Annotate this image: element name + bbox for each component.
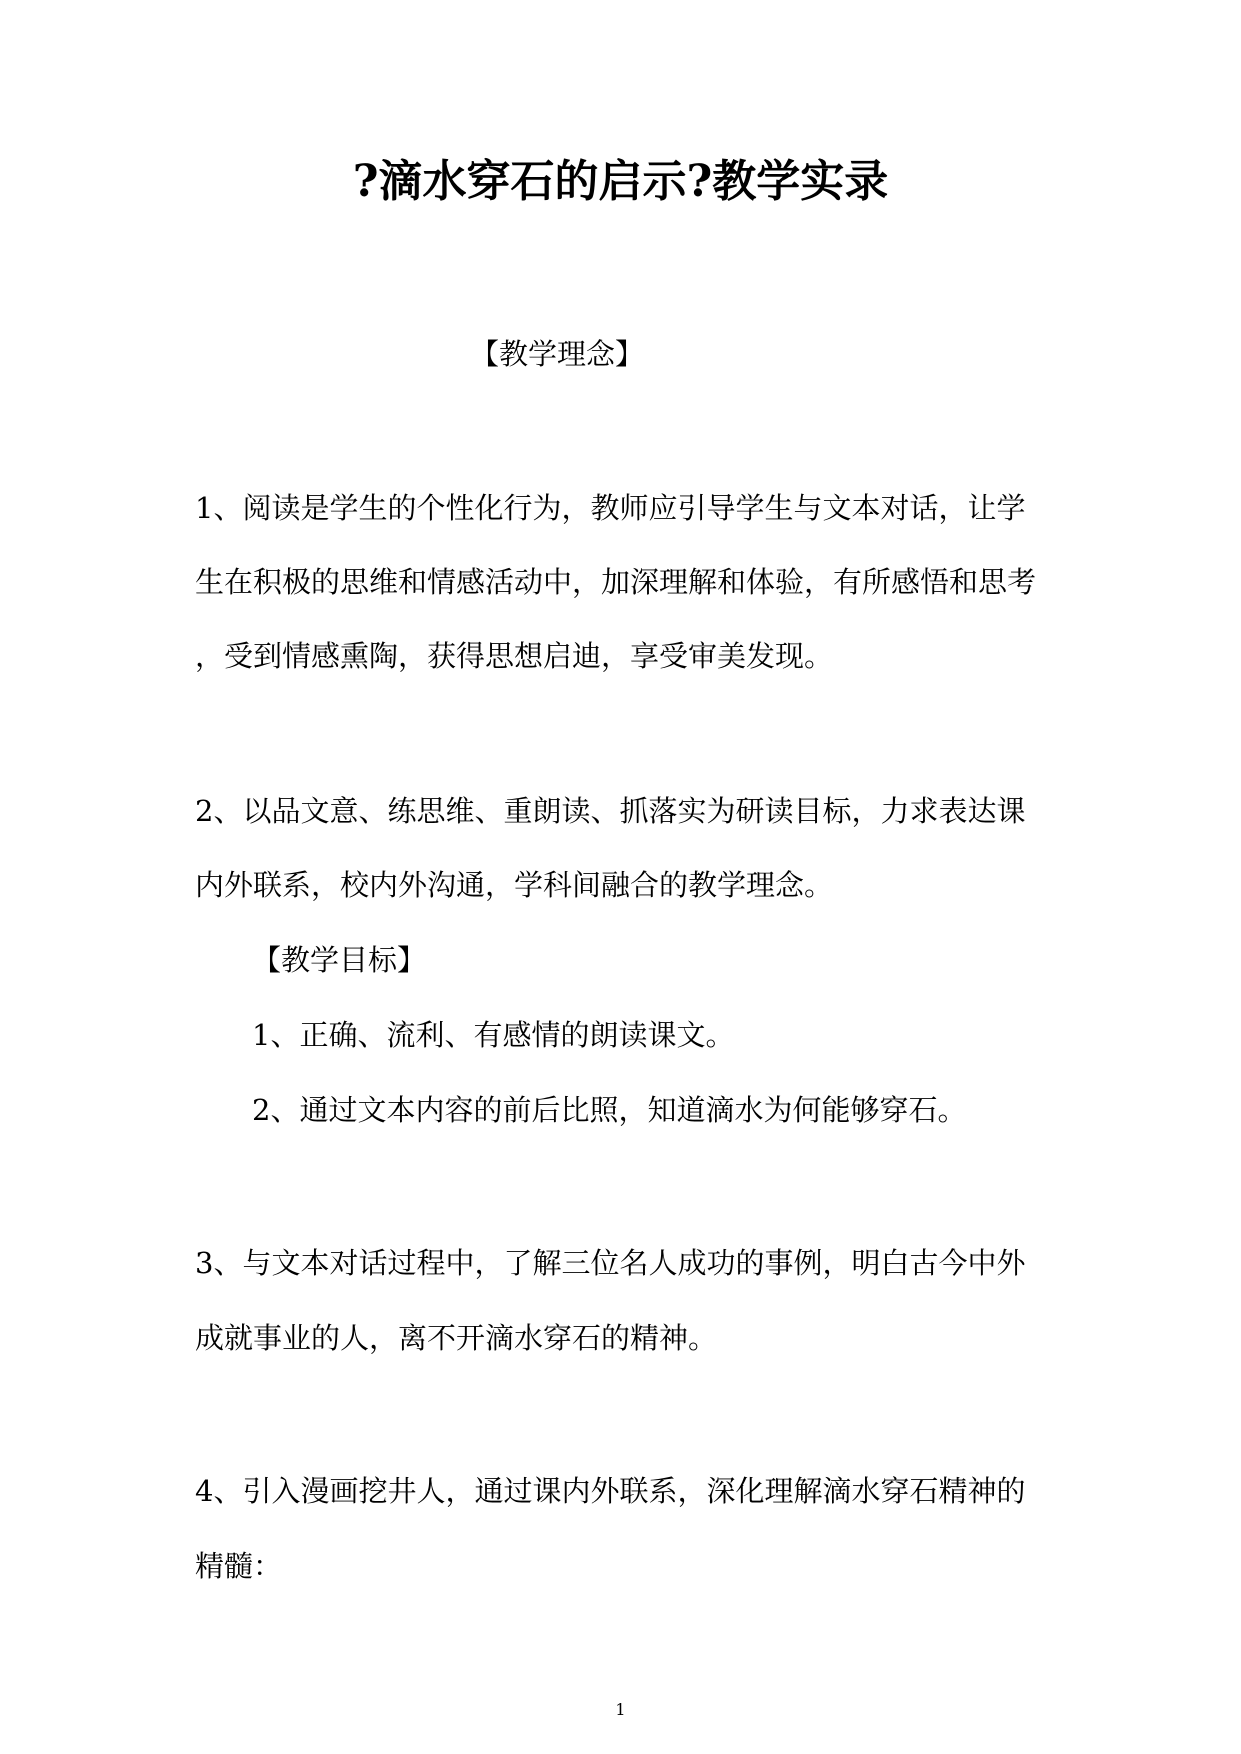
document-title: ?滴水穿石的启示?教学实录	[352, 156, 889, 207]
section-heading-concept: 【教学理念】	[470, 337, 645, 371]
paragraph-line: 3、与文本对话过程中，了解三位名人成功的事例，明白古今中外	[195, 1246, 1026, 1280]
section-heading-goals: 【教学目标】	[252, 943, 427, 977]
paragraph-line: 生在积极的思维和情感活动中，加深理解和体验，有所感悟和思考	[195, 565, 1037, 599]
paragraph-line: 1、阅读是学生的个性化行为，教师应引导学生与文本对话，让学	[195, 491, 1026, 525]
paragraph-line: 精髓：	[195, 1549, 283, 1583]
goal-item: 1、正确、流利、有感情的朗读课文。	[252, 1018, 735, 1052]
paragraph-line: 2、以品文意、练思维、重朗读、抓落实为研读目标，力求表达课	[195, 794, 1026, 828]
paragraph-line: ，受到情感熏陶，获得思想启迪，享受审美发现。	[195, 639, 834, 673]
paragraph-line: 内外联系，校内外沟通，学科间融合的教学理念。	[195, 868, 834, 902]
paragraph-line: 4、引入漫画挖井人，通过课内外联系，深化理解滴水穿石精神的	[195, 1474, 1026, 1508]
paragraph-line: 成就事业的人，离不开滴水穿石的精神。	[195, 1321, 718, 1355]
page-number: 1	[615, 1700, 626, 1719]
goal-item: 2、通过文本内容的前后比照，知道滴水为何能够穿石。	[252, 1093, 967, 1127]
